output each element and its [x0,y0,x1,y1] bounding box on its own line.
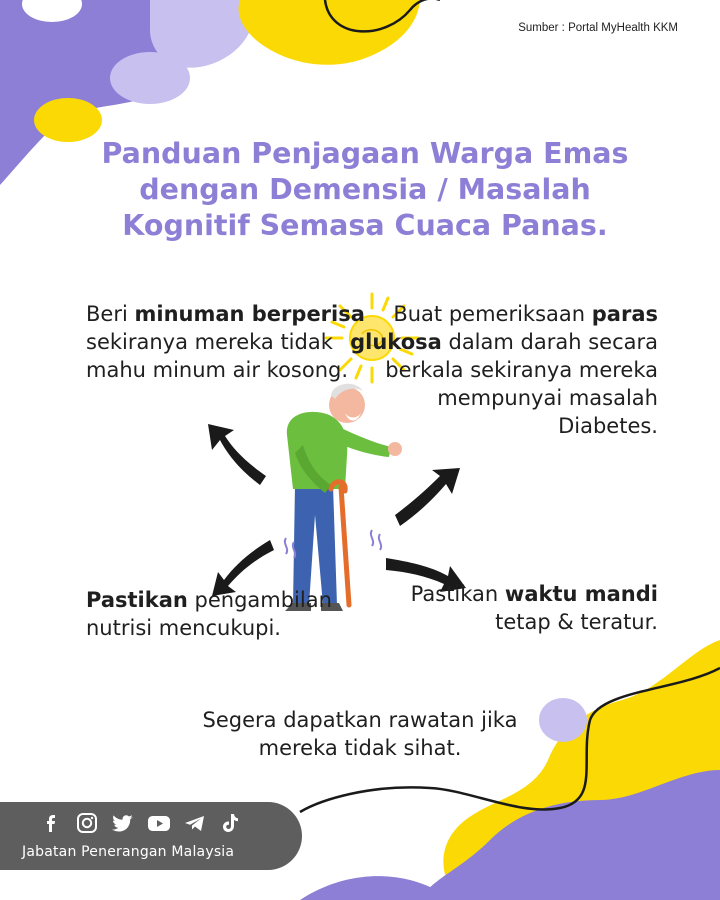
agency-name: Jabatan Penerangan Malaysia [22,844,235,860]
tip-seek-treatment: Segera dapatkan rawatan jika mereka tidak sihat. [202,708,518,760]
source-credit: Sumber : Portal MyHealth KKM [518,22,678,34]
top-left-lavender-dot [110,52,190,104]
tiktok-icon[interactable] [218,812,244,834]
tip-glucose-check-rest: dalam darah secara berkala sekiranya mereka mempunyai masalah Diabetes. [385,330,658,438]
telegram-icon[interactable] [182,812,208,834]
tip-glucose-check-lead: Buat pemeriksaan [393,302,592,326]
tip-nutrition-bold: Pastikan [86,588,188,612]
bottom-lavender-circle [539,698,587,742]
facebook-icon[interactable] [38,812,64,834]
arrow-top-left [208,424,266,485]
tip-bath-time [398,580,658,636]
tip-bath-time-bold: waktu mandi [504,582,658,606]
top-yellow-blob [239,0,420,65]
tip-flavored-drink-rest: sekiranya mereka tidak mahu minum air kosong. [86,330,349,382]
tip-glucose-check-bold: paras glukosa [350,302,658,354]
tip-flavored-drink-bold: minuman berperisa [134,302,365,326]
tip-glucose-check [338,300,658,440]
tip-nutrition [86,586,366,642]
tip-bath-time-lead: Pastikan [410,582,505,606]
instagram-icon[interactable] [74,812,100,834]
social-icons [38,812,244,834]
arrow-top-right [395,468,460,526]
youtube-icon[interactable] [146,812,172,834]
top-left-yellow-dot [34,98,102,142]
footer-bar [0,802,302,870]
bottom-purple-tail [300,876,450,900]
page-title: Panduan Penjagaan Warga Emas dengan Demensia / Masalah Kognitif Semasa Cuaca Panas. [101,137,629,242]
tip-nutrition-rest: pengambilan nutrisi mencukupi. [86,588,332,640]
twitter-icon[interactable] [110,812,136,834]
tip-flavored-drink-lead: Beri [86,302,135,326]
tip-bath-time-rest: tetap & teratur. [495,610,658,634]
